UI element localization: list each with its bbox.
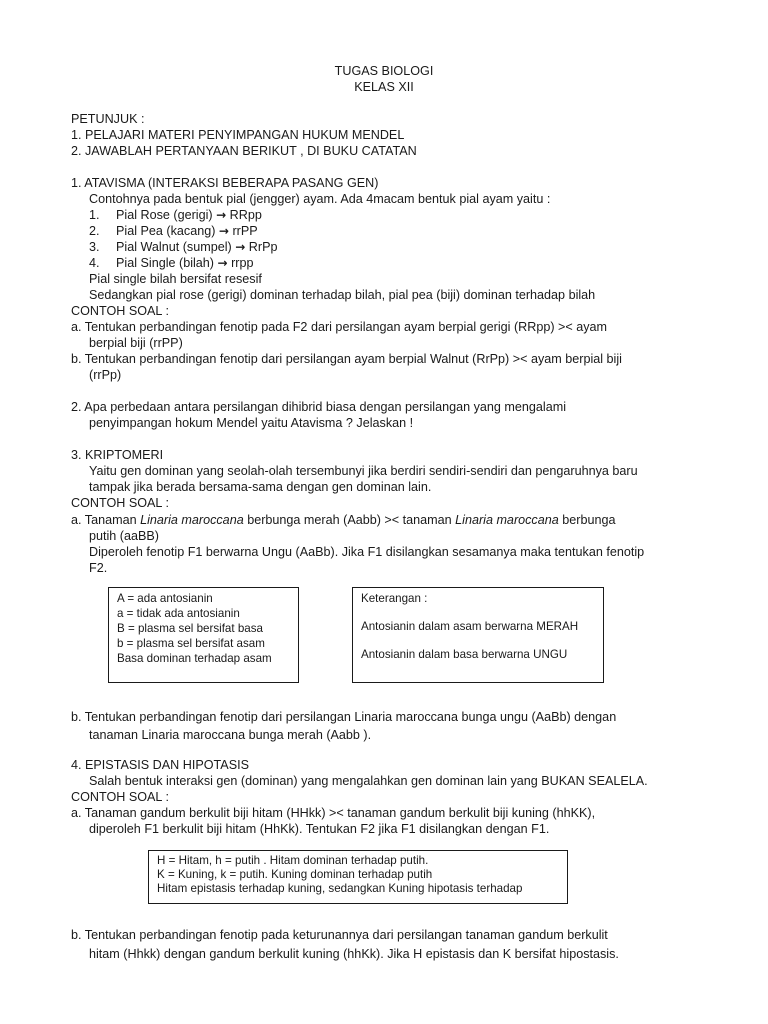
legend-line: A = ada antosianin: [117, 592, 213, 605]
arrow-right-icon: →: [216, 208, 227, 222]
legend-line: H = Hitam, h = putih . Hitam dominan terhadap putih.: [157, 854, 429, 867]
arrow-right-icon: →: [218, 224, 229, 238]
example-heading: CONTOH SOAL :: [71, 790, 169, 804]
explanation-line: Antosianin dalam asam berwarna MERAH: [361, 620, 579, 633]
arrow-right-icon: →: [217, 256, 228, 270]
question-b-cont: (rrPp): [89, 368, 122, 382]
legend-line: B = plasma sel bersifat basa: [117, 622, 263, 635]
legend-line: Basa dominan terhadap asam: [117, 652, 272, 665]
list-result: rrpp: [231, 256, 254, 270]
example-heading: CONTOH SOAL :: [71, 304, 169, 318]
question-a: a. Tanaman Linaria maroccana berbunga merah (Aabb) >< tanaman Linaria maroccana berbunga: [71, 513, 616, 527]
list-text: Pial Rose (gerigi): [116, 208, 213, 222]
list-item: [89, 255, 254, 271]
section4-desc: Salah bentuk interaksi gen (dominan) yang mengalahkan gen dominan lain yang BUKAN SEALELA.: [89, 774, 648, 788]
list-item: [89, 207, 262, 223]
section1-intro: Contohnya pada bentuk pial (jengger) ayam. Ada 4macam bentuk pial ayam yaitu :: [89, 192, 551, 206]
class-label: KELAS XII: [354, 80, 414, 94]
list-number: 3.: [89, 240, 100, 254]
section4-title: 4. EPISTASIS DAN HIPOTASIS: [71, 758, 249, 772]
section1-title: 1. ATAVISMA (INTERAKSI BEBERAPA PASANG GEN): [71, 176, 379, 190]
list-text: Pial Pea (kacang): [116, 224, 216, 238]
section3-desc: Yaitu gen dominan yang seolah-olah tersembunyi jika berdiri sendiri-sendiri dan pengaruhnya baru: [89, 464, 638, 478]
list-item: [89, 239, 278, 255]
arrow-right-icon: →: [235, 240, 246, 254]
list-text: Pial Walnut (sumpel): [116, 240, 232, 254]
question-b: b. Tentukan perbandingan fenotip dari persilangan ayam berpial Walnut (RrPp) >< ayam berpial biji: [71, 352, 622, 366]
question-a-cont: Diperoleh fenotip F1 berwarna Ungu (AaBb). Jika F1 disilangkan sesamanya maka tentukan fenotip: [89, 545, 645, 559]
legend-line: a = tidak ada antosianin: [117, 607, 240, 620]
legend-line: b = plasma sel bersifat asam: [117, 637, 265, 650]
legend-line: Hitam epistasis terhadap kuning, sedangkan Kuning hipotasis terhadap: [157, 882, 523, 895]
allele-legend-box: [108, 587, 299, 683]
section1-note: Pial single bilah bersifat resesif: [89, 272, 262, 286]
explanation-box: [352, 587, 604, 683]
list-text: Pial Single (bilah): [116, 256, 215, 270]
list-item: [89, 223, 258, 239]
question-b: b. Tentukan perbandingan fenotip dari persilangan Linaria maroccana bunga ungu (AaBb) dengan: [71, 710, 617, 724]
list-result: RrPp: [248, 240, 278, 254]
question-b-cont: hitam (Hhkk) dengan gandum berkulit kuning (hhKk). Jika H epistasis dan K bersifat hipostasis.: [89, 947, 619, 961]
species-name: Linaria maroccana: [140, 513, 244, 527]
page-title: TUGAS BIOLOGI: [334, 64, 434, 78]
question-a-cont: berpial biji (rrPP): [89, 336, 183, 350]
question-a: a. Tanaman gandum berkulit biji hitam (HHkk) >< tanaman gandum berkulit biji kuning (hhKK),: [71, 806, 596, 820]
instruction-item: 1. PELAJARI MATERI PENYIMPANGAN HUKUM MENDEL: [71, 128, 405, 142]
question-a-cont: F2.: [89, 561, 108, 575]
instruction-item: 2. JAWABLAH PERTANYAAN BERIKUT , DI BUKU CATATAN: [71, 144, 417, 158]
instructions-heading: PETUNJUK :: [71, 112, 145, 126]
section3-title: 3. KRIPTOMERI: [71, 448, 164, 462]
section3-desc: tampak jika berada bersama-sama dengan gen dominan lain.: [89, 480, 432, 494]
explanation-heading: Keterangan :: [361, 592, 428, 605]
example-heading: CONTOH SOAL :: [71, 496, 169, 510]
question-a-cont: diperoleh F1 berkulit biji hitam (HhKk). Tentukan F2 jika F1 disilangkan dengan F1.: [89, 822, 550, 836]
section1-note: Sedangkan pial rose (gerigi) dominan terhadap bilah, pial pea (biji) dominan terhadap bilah: [89, 288, 596, 302]
list-number: 1.: [89, 208, 100, 222]
question-a-cont: putih (aaBB): [89, 529, 160, 543]
species-name: Linaria maroccana: [455, 513, 559, 527]
question-b-cont: tanaman Linaria maroccana bunga merah (Aabb ).: [89, 728, 372, 742]
section2-question-cont: penyimpangan hokum Mendel yaitu Atavisma ? Jelaskan !: [89, 416, 414, 430]
explanation-line: Antosianin dalam basa berwarna UNGU: [361, 648, 568, 661]
list-number: 4.: [89, 256, 100, 270]
legend-line: K = Kuning, k = putih. Kuning dominan terhadap putih: [157, 868, 433, 881]
question-a: a. Tentukan perbandingan fenotip pada F2 dari persilangan ayam berpial gerigi (RRpp) >< ayam: [71, 320, 608, 334]
list-number: 2.: [89, 224, 100, 238]
epistasis-legend-box: [148, 850, 568, 904]
list-result: rrPP: [232, 224, 258, 238]
section2-question: 2. Apa perbedaan antara persilangan dihibrid biasa dengan persilangan yang mengalami: [71, 400, 567, 414]
question-b: b. Tentukan perbandingan fenotip pada keturunannya dari persilangan tanaman gandum berkulit: [71, 928, 608, 942]
list-result: RRpp: [229, 208, 262, 222]
